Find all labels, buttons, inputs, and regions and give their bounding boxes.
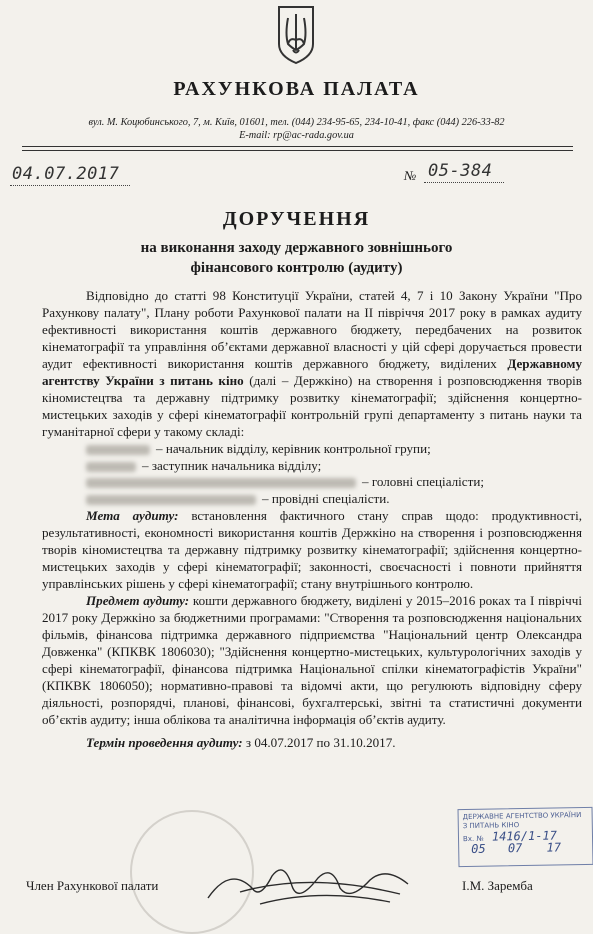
- staff-role: – провідні спеціалісти.: [262, 491, 390, 507]
- signature-icon: [200, 858, 420, 913]
- term-paragraph: [42, 735, 582, 752]
- trident-emblem-icon: [276, 4, 316, 66]
- org-email: E-mail: rp@ac-rada.gov.ua: [239, 130, 354, 141]
- header-divider: [22, 146, 573, 147]
- intro-text-2: (далі – Держкіно) на створення і розповсюдження творів кіномистецтва та державну підтримку розвитку кінематографії; здійснення концертно-мистецьких заходів у сфері кінематографії контрольній групі департаменту з питань науки та гуманітарної сфери у такому складі:: [42, 372, 582, 439]
- stamp-day: 05: [471, 841, 486, 856]
- number-underline: [424, 182, 504, 183]
- registration-stamp: [458, 807, 593, 867]
- staff-role: – заступник начальника відділу;: [142, 457, 322, 473]
- document-body: [42, 288, 582, 752]
- staff-row: [42, 441, 582, 458]
- staff-list: [42, 441, 582, 509]
- redacted-name: [86, 495, 256, 505]
- goal-label: Мета аудиту:: [86, 508, 179, 524]
- redacted-name: [86, 462, 136, 472]
- agency-name: Державному агентству України з питань кіно: [42, 355, 582, 388]
- number-label: №: [404, 168, 417, 183]
- signer-name: І.М. Заремба: [462, 878, 533, 893]
- stamp-reg-prefix: Вх. №: [462, 834, 484, 844]
- date-underline: [10, 185, 130, 186]
- stamp-reg-number: 1416/1-17: [491, 828, 558, 844]
- subtitle-line-1: на виконання заходу державного зовнішнього: [140, 240, 453, 256]
- staff-role: – начальник відділу, керівник контрольної групи;: [156, 440, 431, 456]
- signer-title: Член Рахункової палати: [26, 878, 159, 893]
- header-divider-thin: [22, 150, 573, 151]
- stamp-date-row: [463, 840, 588, 856]
- subject-text: кошти державного бюджету, виділені у 2015–2016 роках та І півріччі 2017 року Держкіно за бюджетними програмами: "Створення та розповсюдження національних фільмів, фінансова підтримка державного підприємства "Національний центр Олександра Довженка" (КПКВК 1806030); "Здійснення концертно-мистецьких, культурологічних заходів у сфері кінематографії, фінансова підтримка Національної спілки кінематографістів України" (КПКВК 1806050); нормативно-правові та відомчі акти, що регулюють відповідну сферу діяльності, розпорядчі, планові, фінансові, бухгалтерські, звітні та статистичні документи об’єктів аудиту; інша облікова та аналітична інформація об’єктів аудиту.: [42, 593, 582, 727]
- goal-text: встановлення фактичного стану справ щодо: продуктивності, результативності, економності використання коштів Держкіно на створення і розповсюдження творів кіномистецтва та державну підтримку розвитку кінематографії; здійснення концертно-мистецьких заходів у сфері кінематографії; законності, своєчасності і повноти прийняття управлінських рішень у сфері кінематографії; стану внутрішнього контролю.: [42, 508, 582, 592]
- document-title: ДОРУЧЕННЯ: [222, 208, 371, 230]
- term-text: з 04.07.2017 по 31.10.2017.: [242, 734, 396, 750]
- staff-row: [42, 458, 582, 475]
- intro-text-1: Відповідно до статті 98 Конституції України, статей 4, 7 і 10 Закону України "Про Рахункову палату", Плану роботи Рахункової палати на ІІ півріччя 2017 року в рамках аудиту ефективності використання коштів державного бюджету, передбачених на розвиток кінематографії та управління об’єктами державної власності у цій сфері доручається провести аудит ефективності використання коштів державного бюджету, виділених: [42, 288, 582, 371]
- redacted-name: [86, 445, 150, 455]
- subject-label: Предмет аудиту:: [86, 593, 190, 609]
- document-number: 05-384: [428, 161, 493, 181]
- term-label: Термін проведення аудиту:: [86, 734, 243, 750]
- stamp-line-2: З ПИТАНЬ КІНО: [462, 821, 520, 831]
- stamp-year: 17: [546, 840, 562, 855]
- staff-row: [42, 491, 582, 508]
- subtitle-line-2: фінансового контролю (аудиту): [190, 260, 403, 276]
- org-address: вул. М. Коцюбинського, 7, м. Київ, 01601, тел. (044) 234-95-65, 234-10-41, факс (044) 226-33-82: [88, 117, 505, 128]
- document-date: 04.07.2017: [12, 164, 120, 184]
- staff-row: [42, 474, 582, 491]
- staff-role: – головні спеціалісти;: [362, 474, 484, 490]
- goal-paragraph: [42, 508, 582, 593]
- document-subtitle: [0, 238, 593, 278]
- stamp-month: 07: [507, 841, 523, 856]
- org-name: РАХУНКОВА ПАЛАТА: [173, 78, 420, 100]
- org-address-block: [0, 116, 593, 142]
- intro-paragraph: [42, 288, 582, 441]
- redacted-name: [86, 478, 356, 488]
- subject-paragraph: [42, 593, 582, 729]
- stamp-line-1: ДЕРЖАВНЕ АГЕНТСТВО УКРАЇНИ: [462, 811, 582, 822]
